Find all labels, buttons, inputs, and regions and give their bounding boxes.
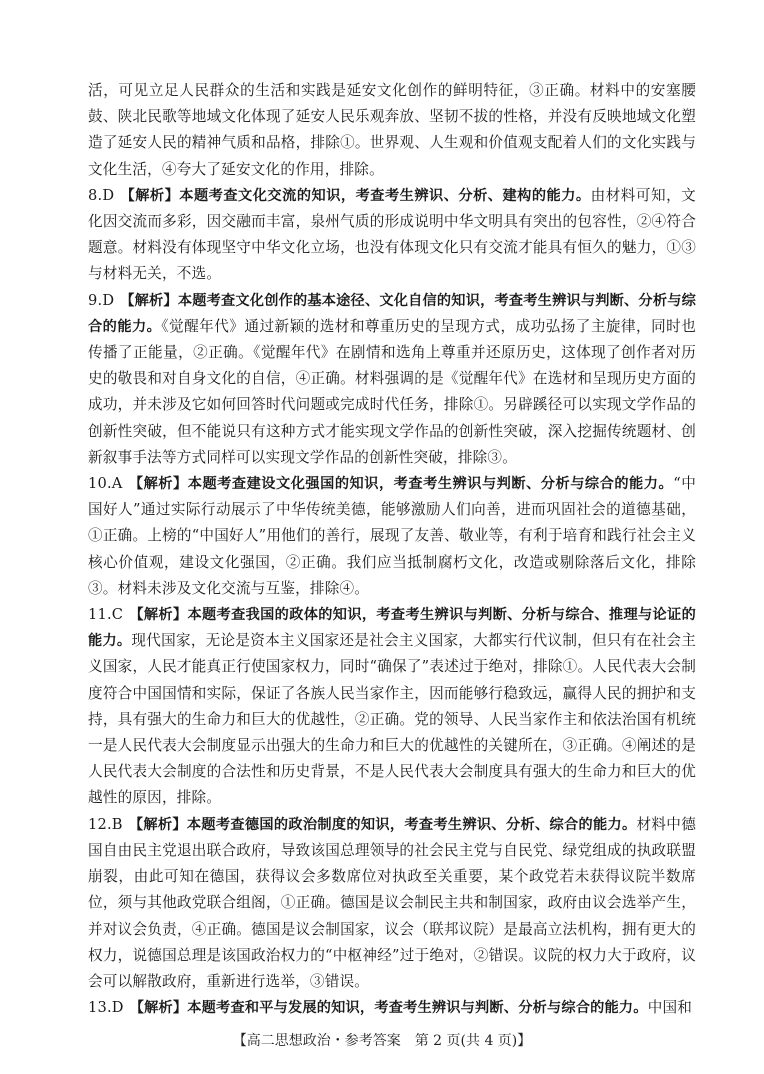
analysis-tag: 【解析】 bbox=[129, 1000, 188, 1017]
analysis-tag: 【解析】 bbox=[120, 187, 180, 204]
analysis-tag: 【解析】 bbox=[120, 292, 178, 309]
analysis-body: 由材料可知，文化因交流而多彩，因交融而丰富，泉州气质的形成说明中华文明具有突出的包容性，②④符合题意。材料没有体现坚守中华文化立场，也没有体现文化只有交流才能具有恒久的魅力，①③与材料无关，不选。 bbox=[88, 186, 696, 283]
answer-number: 9.D bbox=[88, 291, 115, 309]
answer-item-12 bbox=[88, 812, 696, 995]
answer-number: 12.B bbox=[88, 815, 123, 833]
analysis-lead: 本题考查文化创作的基本途径、文化自信的知识，考查考生辨识与判断、分析与综合的能力。 bbox=[88, 292, 696, 335]
answer-item-9 bbox=[88, 288, 696, 471]
analysis-lead: 本题考查我国的政体的知识，考查考生辨识与判断、分析与综合、推理与论证的能力。 bbox=[88, 607, 696, 650]
analysis-body: 现代国家，无论是资本主义国家还是社会主义国家，大都实行代议制，但只有在社会主义国家，人民才能真正行使国家权力，同时“确保了”表述过于绝对，排除①。人民代表大会制度符合中国国情和实际，保证了各族人民当家作主，因而能够行稳致远，赢得人民的拥护和支持，具有强大的生命力和巨大的优越性，②正确。党的领导、人民当家作主和依法治国有机统一是人民代表大会制度显示出强大的生命力和巨大的优越性的关键所在，③正确。④阐述的是人民代表大会制度的合法性和历史背景，不是人民代表大会制度具有强大的生命力和巨大的优越性的原因，排除。 bbox=[88, 632, 696, 807]
answer-number: 11.C bbox=[88, 606, 124, 624]
page-footer: 【高二思想政治・参考答案 第 2 页(共 4 页)】 bbox=[232, 1033, 532, 1049]
answer-number: 10.A bbox=[88, 475, 123, 493]
answer-number: 8.D bbox=[88, 186, 115, 204]
analysis-lead: 本题考查建设文化强国的知识，考查考生辨识与判断、分析与综合的能力。 bbox=[187, 476, 674, 493]
answer-item-13 bbox=[88, 995, 696, 1021]
analysis-body: 中国和 bbox=[647, 999, 693, 1017]
analysis-tag: 【解析】 bbox=[129, 607, 188, 624]
analysis-body: “中国好人”通过实际行动展示了中华传统美德，能够激励人们向善，进而巩固社会的道德基础，①正确。上榜的“中国好人”用他们的善行，展现了友善、敬业等，有利于培育和践行社会主义核心价值观，建设文化强国，②正确。我们应当抵制腐朽文化，改造或剔除落后文化，排除③。材料未涉及文化交流与互鉴，排除④。 bbox=[88, 475, 696, 597]
answer-number: 13.D bbox=[88, 999, 124, 1017]
analysis-lead: 本题考查和平与发展的知识，考查考生辨识与判断、分析与综合的能力。 bbox=[187, 1000, 648, 1017]
answer-item-10 bbox=[88, 471, 696, 602]
analysis-body: 《觉醒年代》通过新颖的选材和尊重历史的呈现方式，成功弘扬了主旋律，同时也传播了正能量，②正确。《觉醒年代》在剧情和选角上尊重并还原历史，这体现了创作者对历史的敬畏和对自身文化的自信，④正确。材料强调的是《觉醒年代》在选材和呈现历史方面的成功，并未涉及它如何回答时代问题或完成时代任务，排除①。另辟蹊径可以实现文学作品的创新性突破，但不能说只有这种方式才能实现文学作品的创新性突破，深入挖掘传统题材、创新叙事手法等方式同样可以实现文学作品的创新性突破，排除③。 bbox=[88, 317, 696, 466]
analysis-lead: 本题考查德国的政治制度的知识，考查考生辨识、分析、综合的能力。 bbox=[186, 816, 637, 833]
continued-paragraph: 活，可见立足人民群众的生活和实践是延安文化创作的鲜明特征，③正确。材料中的安塞腰鼓、陕北民歌等地域文化体现了延安人民乐观奔放、坚韧不拔的性格，并没有反映地域文化塑造了延安人民的精神气质和品格，排除①。世界观、人生观和价值观支配着人们的文化实践与文化生活，④夸大了延安文化的作用，排除。 bbox=[88, 82, 696, 178]
analysis-lead: 本题考查文化交流的知识，考查考生辨识、分析、建构的能力。 bbox=[179, 187, 591, 204]
answer-content bbox=[88, 78, 696, 1021]
analysis-body: 材料中德国自由民主党退出联合政府，导致该国总理领导的社会民主党与自民党、绿党组成的执政联盟崩裂，由此可知在德国，获得议会多数席位对执政至关重要，某个政党若未获得议院半数席位，须与其他政党联合组阁，①正确。德国是议会制民主共和制国家，政府由议会选举产生，并对议会负责，④正确。德国是议会制国家，议会（联邦议院）是最高立法机构，拥有更大的权力，说德国总理是该国政治权力的“中枢神经”过于绝对，②错误。议院的权力大于政府，议会可以解散政府，重新进行选举，③错误。 bbox=[88, 815, 696, 990]
answer-item-11 bbox=[88, 602, 696, 812]
analysis-tag: 【解析】 bbox=[128, 476, 188, 493]
analysis-tag: 【解析】 bbox=[128, 816, 187, 833]
answer-item-8 bbox=[88, 183, 696, 288]
